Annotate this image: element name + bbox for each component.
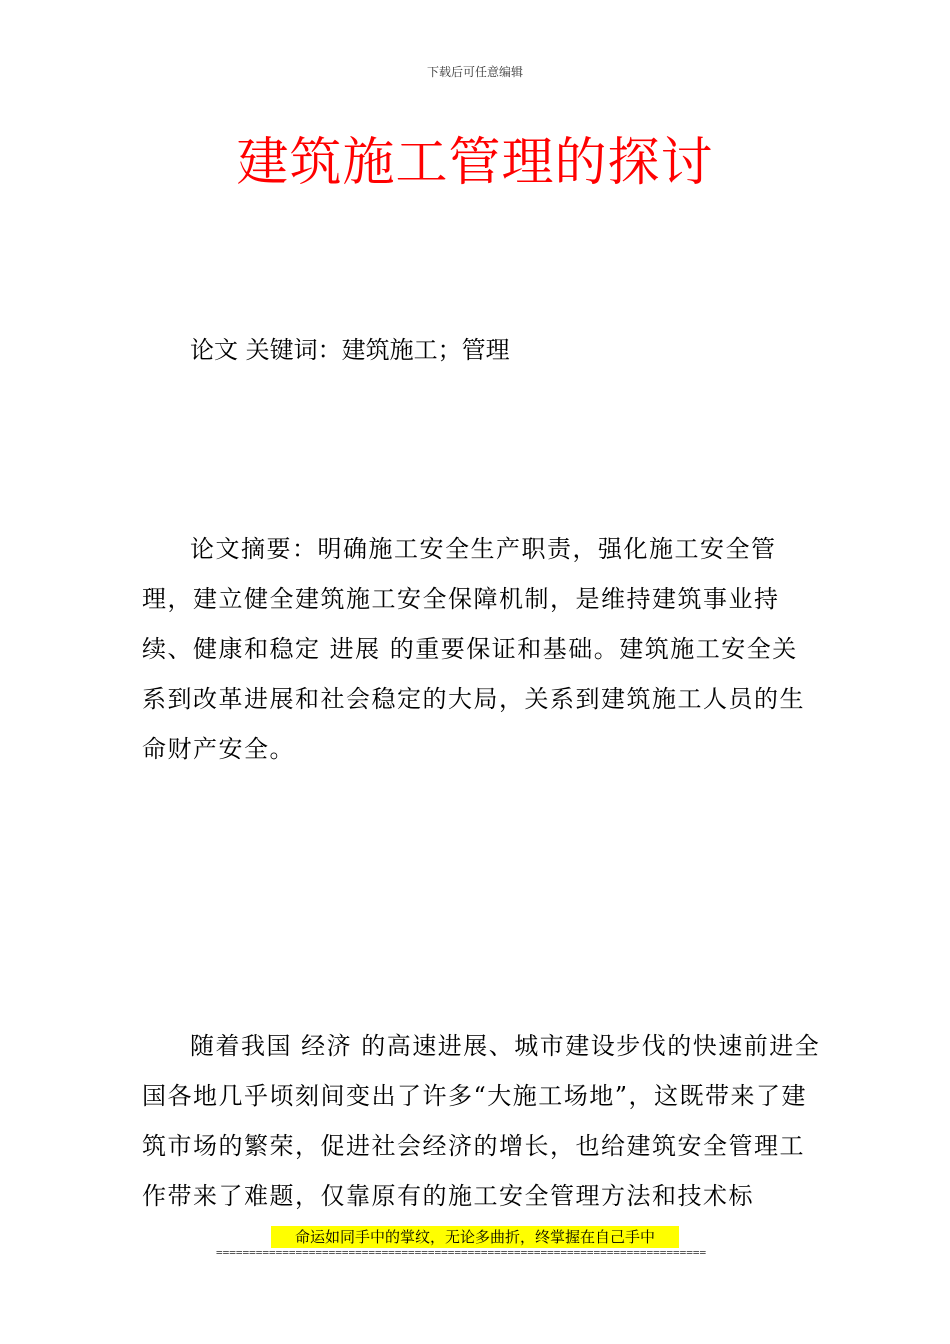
footer-divider: ========================================================================== [216, 1247, 707, 1259]
body-paragraph: 随着我国 经济 的高速进展、城市建设步伐的快速前进全国各地几乎顷刻间变出了许多“大施工场地”，这既带来了建筑市场的繁荣，促进社会经济的增长，也给建筑安全管理工作带来了难题，仅靠原有的施工安全管理方法和技术标 [142, 1032, 821, 1210]
document-title: 建筑施工管理的探讨 [236, 133, 714, 193]
header-note: 下载后可任意编辑 [426, 65, 523, 79]
footer-motto: 命运如同手中的掌纹，无论多曲折，终掌握在自己手中 [294, 1228, 655, 1246]
abstract-paragraph: 论文摘要：明确施工安全生产职责，强化施工安全管理，建立健全建筑施工安全保障机制，是维持建筑事业持续、健康和稳定 进展 的重要保证和基础。建筑施工安全关系到改革进展和社会稳定的大局，关系到建筑施工人员的生命财产安全。 [142, 535, 805, 763]
keywords-line: 论文 关键词：建筑施工；管理 [190, 336, 510, 364]
